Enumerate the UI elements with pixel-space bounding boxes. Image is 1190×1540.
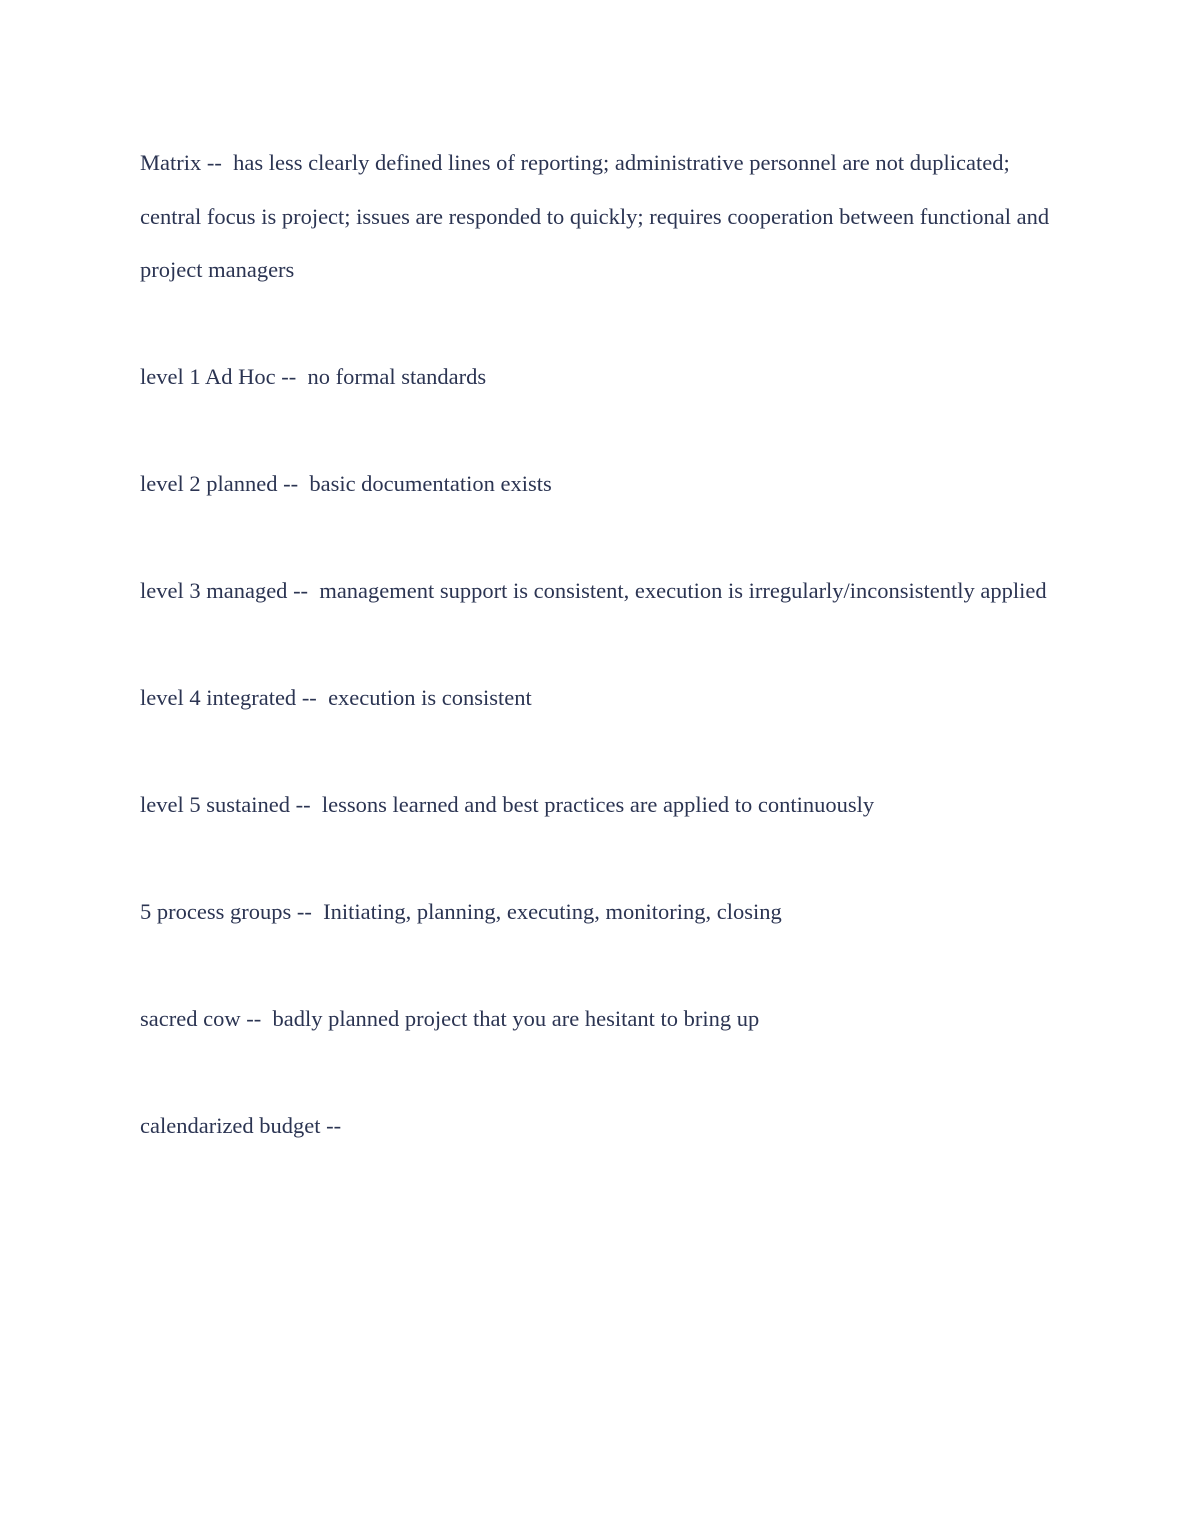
entry-definition: Initiating, planning, executing, monitoring, closing [323, 899, 782, 924]
entry-separator: -- [277, 471, 310, 496]
entry-separator: -- [291, 899, 324, 924]
entry-separator: -- [240, 1006, 273, 1031]
definition-entry [140, 671, 1060, 725]
entry-separator: -- [320, 1113, 353, 1138]
definition-entry [140, 885, 1060, 939]
entry-definition: lessons learned and best practices are applied to continuously [321, 792, 875, 817]
definition-entry [140, 778, 1060, 832]
entry-definition: no formal standards [307, 364, 487, 389]
entry-separator: -- [296, 685, 329, 710]
entry-separator: -- [201, 150, 234, 175]
entry-definition: execution is consistent [328, 685, 532, 710]
entry-term: level 2 planned [140, 471, 278, 496]
definition-entry [140, 992, 1060, 1046]
entry-term: level 1 Ad Hoc [140, 364, 276, 389]
document-body [140, 136, 1060, 1153]
entry-definition: has less clearly defined lines of reporting; administrative personnel are not duplicated; central focus is project; issues are responded to quickly; requires cooperation between functional and project managers [140, 150, 1055, 282]
entry-separator: -- [287, 578, 320, 603]
definition-entry [140, 564, 1060, 618]
entry-term: level 4 integrated [140, 685, 297, 710]
entry-definition: badly planned project that you are hesitant to bring up [272, 1006, 760, 1031]
entry-term: level 3 managed [140, 578, 288, 603]
entry-definition: management support is consistent, execution is irregularly/inconsistently applied [319, 578, 1047, 603]
entry-term: sacred cow [140, 1006, 241, 1031]
definition-entry [140, 136, 1060, 297]
entry-term: level 5 sustained [140, 792, 290, 817]
entry-definition: basic documentation exists [309, 471, 552, 496]
entry-term: 5 process groups [140, 899, 292, 924]
entry-separator: -- [275, 364, 308, 389]
definition-entry [140, 457, 1060, 511]
entry-term: Matrix [140, 150, 202, 175]
definition-entry [140, 350, 1060, 404]
entry-separator: -- [289, 792, 322, 817]
definition-entry [140, 1099, 1060, 1153]
entry-term: calendarized budget [140, 1113, 321, 1138]
